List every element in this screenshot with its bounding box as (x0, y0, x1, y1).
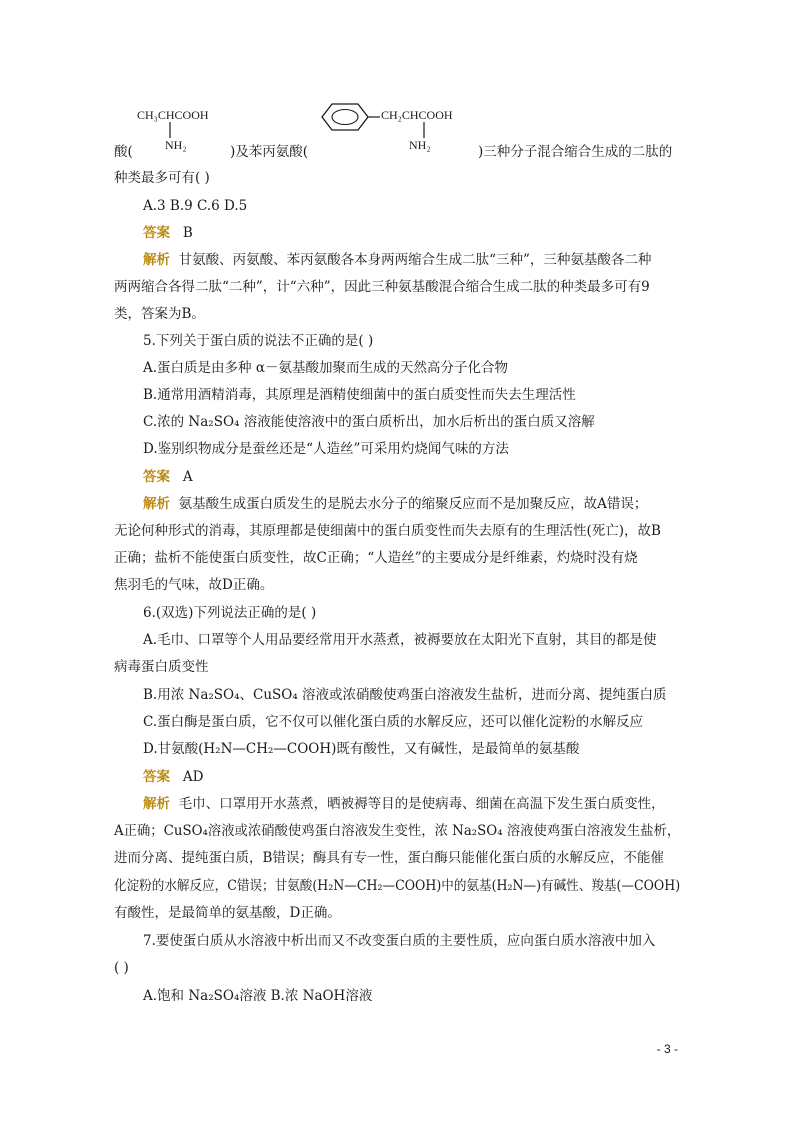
q6-analysis-l1 (143, 794, 665, 814)
q5-answer (143, 467, 193, 487)
analysis-text: 甘氨酸、丙氨酸、苯丙氨酸各本身两两缩合生成二肽“三种”，三种氨基酸各二种 (178, 252, 652, 268)
q6-option-a-l2: 病毒蛋白质变性 (114, 659, 209, 675)
phe-bond-line (422, 122, 426, 138)
analysis-label: 解析 (143, 252, 170, 268)
q5-option-b: B.通常用酒精消毒，其原理是酒精使细菌中的蛋白质变性而失去生理活性 (143, 387, 576, 403)
q4-analysis-l1 (143, 250, 651, 270)
answer-value: A (182, 469, 193, 485)
answer-label: 答案 (143, 225, 170, 241)
alanine-formula-bottom: NH₂ (165, 138, 187, 152)
q6-analysis-l5: 有酸性，是最简单的氨基酸，D正确。 (114, 905, 341, 921)
q4-line1-c: )三种分子混合缩合生成的二肽的 (478, 144, 673, 160)
q7-stem-l2: ( ) (114, 960, 129, 976)
alanine-bond-line (168, 122, 172, 138)
q6-analysis-l3: 进而分离、提纯蛋白质，B错误；酶具有专一性，蛋白酶只能催化蛋白质的水解反应，不能催 (114, 850, 664, 866)
alanine-formula-top: CH₃CHCOOH (137, 108, 209, 122)
answer-label: 答案 (143, 469, 170, 485)
q5-analysis-l2: 无论何种形式的消毒，其原理都是使细菌中的蛋白质变性而失去原有的生理活性(死亡)，故B (114, 523, 661, 539)
q5-analysis-l1 (143, 494, 647, 514)
q4-line1-a: 酸( (114, 144, 133, 160)
q4-answer (143, 223, 193, 243)
q6-stem: 6.(双选)下列说法正确的是( ) (143, 605, 317, 621)
q6-option-c: C.蛋白酶是蛋白质，它不仅可以催化蛋白质的水解反应，还可以催化淀粉的水解反应 (143, 714, 644, 730)
q6-analysis-l4: 化淀粉的水解反应，C错误；甘氨酸(H₂N—CH₂—COOH)中的氨基(H₂N—)有碱性、羧基(—COOH) (114, 878, 681, 894)
q7-stem-l1: 7.要使蛋白质从水溶液中析出而又不改变蛋白质的主要性质，应向蛋白质水溶液中加入 (143, 933, 656, 949)
q4-line1-b: )及苯丙氨酸( (230, 144, 309, 160)
q5-option-c: C.浓的 Na₂SO₄ 溶液能使溶液中的蛋白质析出，加水后析出的蛋白质又溶解 (143, 414, 595, 430)
answer-value: B (182, 225, 193, 241)
q6-answer (143, 767, 203, 787)
q6-option-b: B.用浓 Na₂SO₄、CuSO₄ 溶液或浓硝酸使鸡蛋白溶液发生盐析，进而分离、提纯蛋白质 (143, 687, 667, 703)
q7-options: A.饱和 Na₂SO₄溶液 B.浓 NaOH溶液 (143, 988, 373, 1004)
answer-label: 答案 (143, 769, 170, 785)
q4-options: A.3 B.9 C.6 D.5 (143, 198, 248, 214)
q5-option-d: D.鉴别织物成分是蚕丝还是“人造丝”可采用灼烧闻气味的方法 (143, 441, 509, 457)
q4-analysis-l2: 两两缩合各得二肽“二种”，计“六种”，因此三种氨基酸混合缩合生成二肽的种类最多可有9 (114, 279, 650, 295)
q5-analysis-l3: 正确；盐析不能使蛋白质变性，故C正确；“人造丝”的主要成分是纤维素，灼烧时没有烧 (114, 550, 638, 566)
q6-option-d: D.甘氨酸(H₂N—CH₂—COOH)既有酸性，又有碱性，是最简单的氨基酸 (143, 741, 580, 757)
q5-stem: 5.下列关于蛋白质的说法不正确的是( ) (143, 333, 374, 349)
phe-formula-top: CH₂CHCOOH (381, 108, 453, 122)
q5-analysis-l4: 焦羽毛的气味，故D正确。 (114, 577, 274, 593)
q5-option-a: A.蛋白质是由多种 α－氨基酸加聚而生成的天然高分子化合物 (143, 360, 508, 376)
analysis-text: 氨基酸生成蛋白质发生的是脱去水分子的缩聚反应而不是加聚反应，故A错误； (178, 496, 648, 512)
analysis-label: 解析 (143, 796, 170, 812)
page-number: - 3 - (656, 1042, 678, 1056)
answer-value: AD (182, 769, 204, 785)
q6-option-a-l1: A.毛巾、口罩等个人用品要经常用开水蒸煮，被褥要放在太阳光下直射，其目的都是使 (143, 632, 657, 648)
phe-formula-bottom: NH₂ (409, 138, 431, 152)
benzene-ring-icon (320, 101, 380, 135)
q4-line2: 种类最多可有( ) (114, 170, 210, 186)
q6-analysis-l2: A正确；CuSO₄溶液或浓硝酸使鸡蛋白溶液发生变性，浓 Na₂SO₄ 溶液使鸡蛋白溶液发生盐析， (114, 823, 681, 839)
analysis-label: 解析 (143, 496, 170, 512)
analysis-text: 毛巾、口罩用开水蒸煮，晒被褥等目的是使病毒、细菌在高温下发生蛋白质变性， (178, 796, 665, 812)
q4-analysis-l3: 类，答案为B。 (114, 306, 205, 322)
